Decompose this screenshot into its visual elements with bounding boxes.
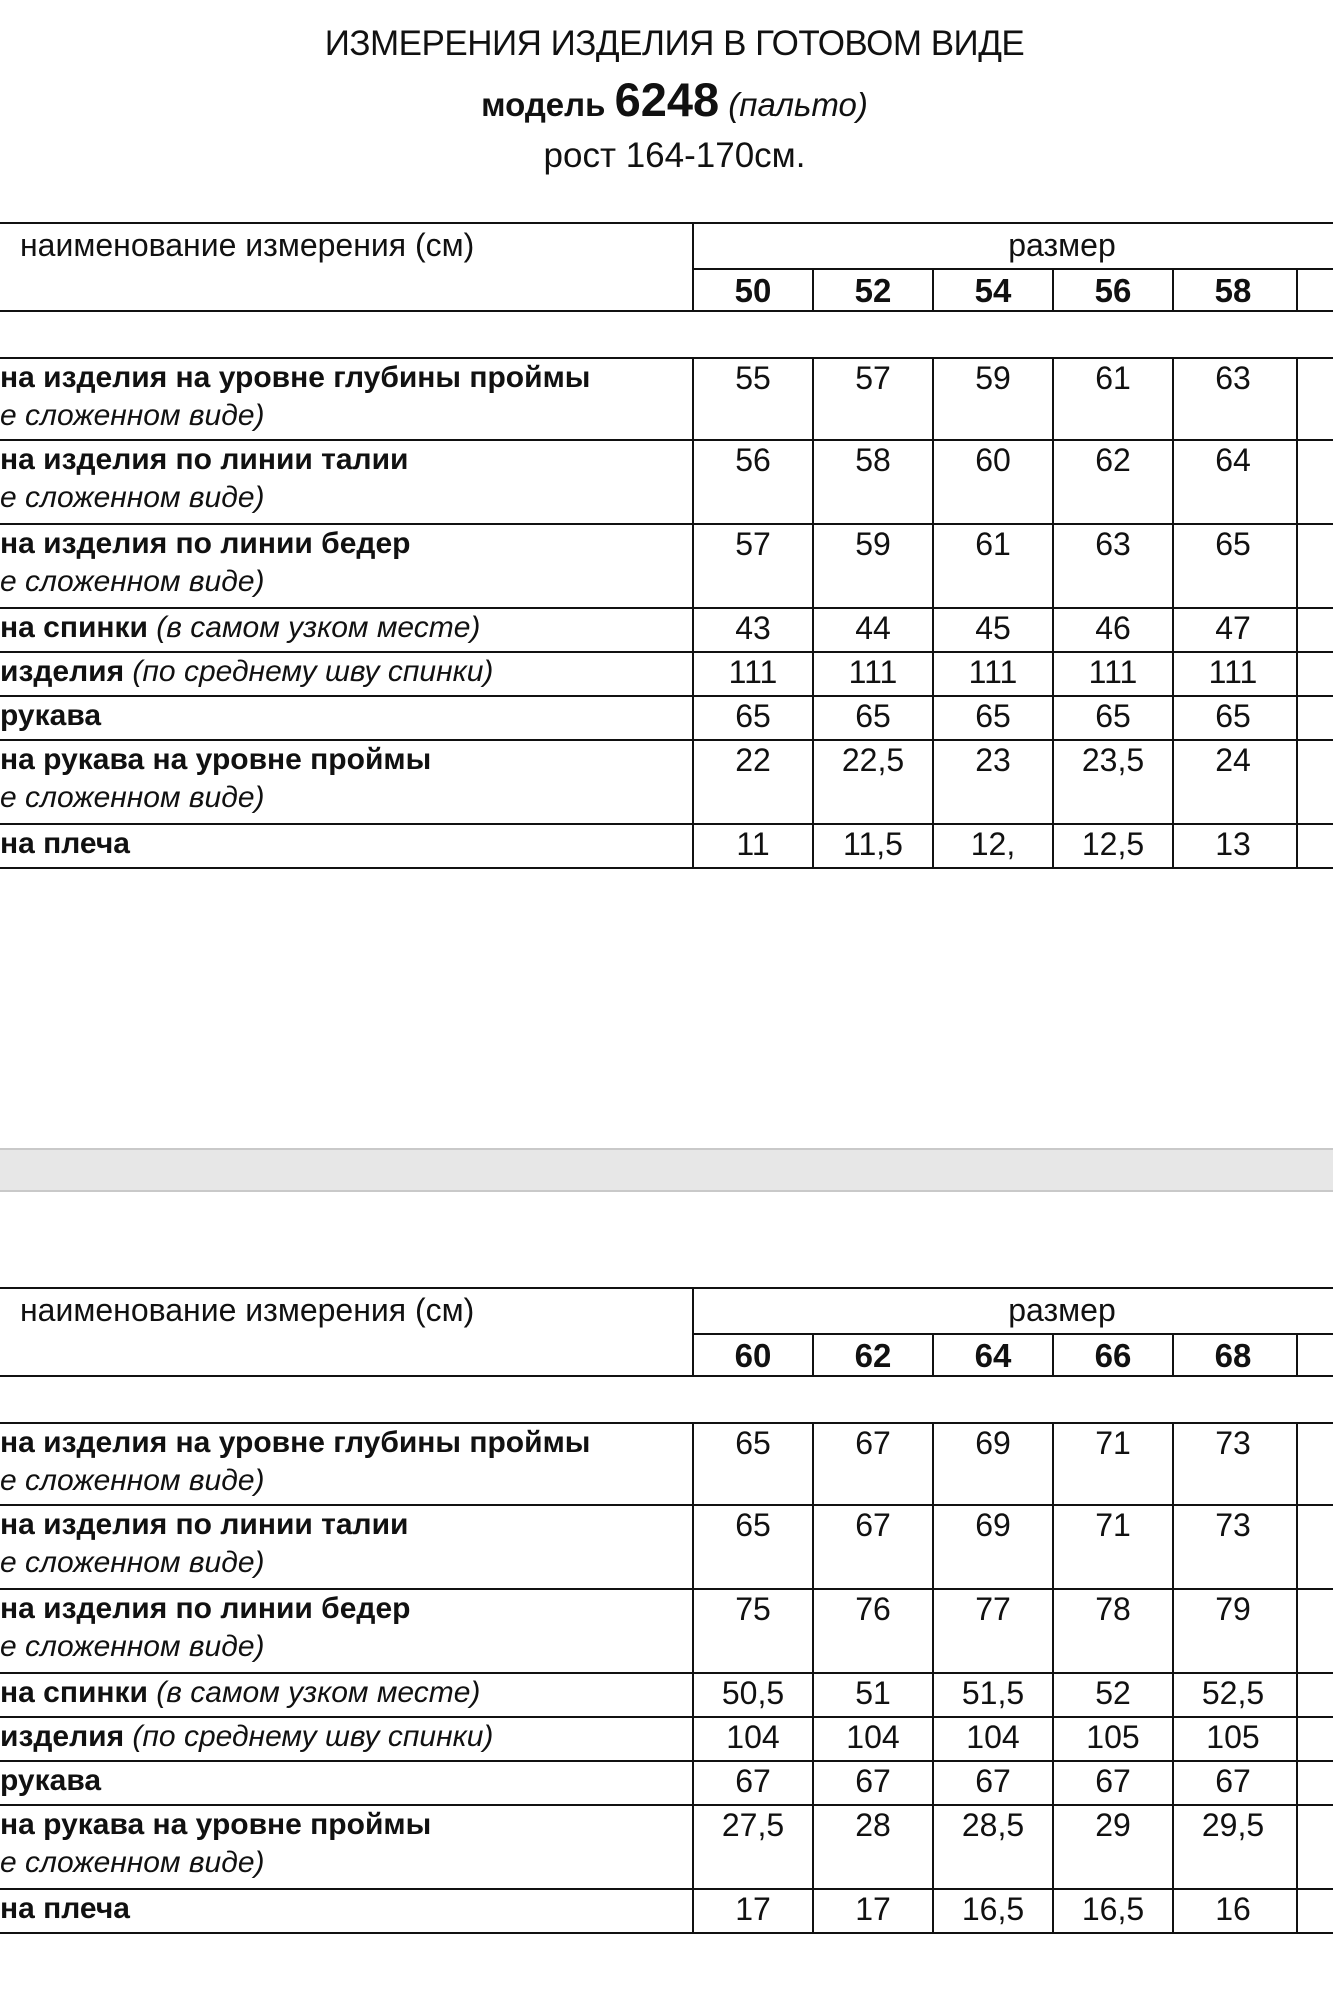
cell-value: 61	[1095, 360, 1131, 396]
cell-value: 57	[735, 526, 771, 562]
cell-value: 46	[1095, 610, 1131, 646]
size-1: 52	[854, 272, 892, 309]
cell-value: 16,5	[961, 1891, 1025, 1927]
row-label-main: на плеча	[0, 827, 130, 860]
cell-value: 67	[855, 1425, 891, 1461]
cell-value: 111	[728, 654, 778, 690]
cell-value: 69	[975, 1425, 1011, 1461]
row-label	[0, 741, 431, 779]
size-3: 56	[1094, 272, 1132, 309]
cell-value: 16	[1215, 1891, 1251, 1927]
cell-value: 75	[735, 1591, 771, 1627]
cell-value: 11	[736, 826, 770, 862]
row-label-second-line: е сложенном виде)	[0, 1630, 265, 1663]
row-label-main: рукава	[0, 699, 102, 732]
cell-value: 16,5	[1081, 1891, 1145, 1927]
cell-value: 65	[1095, 698, 1131, 734]
row-label-second-line: е сложенном виде)	[0, 399, 265, 432]
cell-value: 27,5	[721, 1807, 785, 1843]
row-label-main: изделия	[0, 1720, 125, 1753]
header-bottom-line	[0, 1375, 1333, 1377]
row-line	[0, 1932, 1333, 1934]
cell-value: 23,5	[1081, 742, 1145, 778]
cell-value: 29	[1095, 1807, 1131, 1843]
cell-value: 71	[1095, 1425, 1131, 1461]
row-label-main: изделия	[0, 655, 125, 688]
cell-value: 67	[855, 1763, 891, 1799]
cell-value: 17	[855, 1891, 891, 1927]
cell-value: 63	[1215, 360, 1251, 396]
cell-value: 104	[846, 1719, 900, 1755]
row-label-main: на изделия по линии бедер	[0, 527, 411, 560]
row-label	[0, 1762, 101, 1800]
cell-value: 73	[1215, 1507, 1251, 1543]
row-label-second-line: е сложенном виде)	[0, 781, 265, 814]
row-label-main: на рукава на уровне проймы	[0, 743, 432, 776]
cell-value: 65	[1215, 698, 1251, 734]
cell-value: 60	[975, 442, 1011, 478]
cell-value: 56	[735, 442, 771, 478]
cell-value: 47	[1215, 610, 1251, 646]
cell-value: 57	[855, 360, 891, 396]
cell-value: 12,5	[1081, 826, 1145, 862]
cell-value: 111	[1088, 654, 1138, 690]
row-label-main: на рукава на уровне проймы	[0, 1808, 432, 1841]
cell-value: 28,5	[961, 1807, 1025, 1843]
cell-value: 67	[735, 1763, 771, 1799]
cell-value: 29,5	[1201, 1807, 1265, 1843]
cell-value: 59	[975, 360, 1011, 396]
cell-value: 13	[1215, 826, 1251, 862]
model-label: модель	[481, 86, 606, 123]
cell-value: 67	[975, 1763, 1011, 1799]
cell-value: 105	[1206, 1719, 1260, 1755]
cell-value: 11,5	[843, 826, 903, 862]
row-label-main: на изделия на уровне глубины проймы	[0, 361, 591, 394]
row-label-note: (по среднему шву спинки)	[124, 655, 494, 688]
size-column-header: размер	[1008, 227, 1116, 263]
cell-value: 65	[1215, 526, 1251, 562]
row-label-main: на изделия по линии талии	[0, 443, 409, 476]
row-label-second-line: е сложенном виде)	[0, 565, 265, 598]
header-bottom-line	[0, 310, 1333, 312]
cell-value: 105	[1086, 1719, 1140, 1755]
cell-value: 65	[735, 698, 771, 734]
column-line	[1296, 268, 1298, 311]
cell-value: 43	[735, 610, 771, 646]
row-label-main: на спинки	[0, 1676, 148, 1709]
cell-value: 44	[855, 610, 891, 646]
cell-value: 111	[848, 654, 898, 690]
cell-value: 67	[1215, 1763, 1251, 1799]
row-label	[0, 609, 480, 647]
size-0: 60	[734, 1337, 772, 1374]
cell-value: 12,	[970, 826, 1016, 862]
row-label	[0, 1674, 480, 1712]
size-2: 64	[974, 1337, 1012, 1374]
cell-value: 62	[1095, 442, 1131, 478]
cell-value: 79	[1215, 1591, 1251, 1627]
row-label	[0, 1890, 130, 1928]
cell-value: 50,5	[721, 1675, 785, 1711]
size-column-header: размер	[1008, 1292, 1116, 1328]
cell-value: 65	[735, 1425, 771, 1461]
size-header-divider	[692, 1333, 1333, 1335]
height-range: рост 164-170см.	[543, 136, 806, 175]
cell-value: 65	[855, 698, 891, 734]
row-label-note: (в самом узком месте)	[147, 1676, 481, 1709]
cell-value: 64	[1215, 442, 1251, 478]
row-label-second-line: е сложенном виде)	[0, 1546, 265, 1579]
row-label	[0, 359, 590, 397]
row-label-second-line: е сложенном виде)	[0, 1846, 265, 1879]
cell-value: 76	[855, 1591, 891, 1627]
column-line	[1296, 357, 1298, 868]
row-label	[0, 1506, 409, 1544]
size-0: 50	[734, 272, 772, 309]
cell-value: 52	[1095, 1675, 1131, 1711]
row-line	[0, 867, 1333, 869]
cell-value: 17	[735, 1891, 771, 1927]
section-separator	[0, 1148, 1333, 1192]
cell-value: 61	[975, 526, 1011, 562]
cell-value: 59	[855, 526, 891, 562]
cell-value: 69	[975, 1507, 1011, 1543]
cell-value: 28	[855, 1807, 891, 1843]
row-label	[0, 1806, 431, 1844]
row-label-second-line: е сложенном виде)	[0, 1464, 265, 1497]
cell-value: 22	[735, 742, 771, 778]
cell-value: 23	[975, 742, 1011, 778]
model-type: (пальто)	[728, 86, 868, 123]
column-line	[1296, 1422, 1298, 1933]
row-label	[0, 1590, 410, 1628]
cell-value: 104	[966, 1719, 1020, 1755]
cell-value: 52,5	[1201, 1675, 1265, 1711]
row-label	[0, 525, 410, 563]
cell-value: 65	[975, 698, 1011, 734]
size-3: 66	[1094, 1337, 1132, 1374]
row-label-second-line: е сложенном виде)	[0, 481, 265, 514]
row-label-main: на изделия по линии талии	[0, 1508, 409, 1541]
cell-value: 78	[1095, 1591, 1131, 1627]
size-1: 62	[854, 1337, 892, 1374]
table-border-top	[0, 222, 1333, 224]
row-label-main: рукава	[0, 1764, 102, 1797]
cell-value: 77	[975, 1591, 1011, 1627]
row-label	[0, 825, 130, 863]
cell-value: 24	[1215, 742, 1251, 778]
row-label	[0, 441, 409, 479]
cell-value: 58	[855, 442, 891, 478]
cell-value: 51	[855, 1675, 891, 1711]
size-2: 54	[974, 272, 1012, 309]
cell-value: 51,5	[961, 1675, 1025, 1711]
cell-value: 45	[975, 610, 1011, 646]
name-column-header: наименование измерения (см)	[20, 1292, 475, 1328]
cell-value: 67	[855, 1507, 891, 1543]
model-line	[0, 72, 1333, 127]
cell-value: 67	[1095, 1763, 1131, 1799]
table-border-top	[0, 1287, 1333, 1289]
size-4: 58	[1214, 272, 1252, 309]
row-label-main: на изделия на уровне глубины проймы	[0, 1426, 591, 1459]
row-label	[0, 1718, 493, 1756]
size-4: 68	[1214, 1337, 1252, 1374]
cell-value: 22,5	[841, 742, 905, 778]
row-label-main: на плеча	[0, 1892, 130, 1925]
cell-value: 65	[735, 1507, 771, 1543]
document-title: ИЗМЕРЕНИЯ ИЗДЕЛИЯ В ГОТОВОМ ВИДЕ	[324, 24, 1025, 63]
row-label	[0, 653, 493, 691]
cell-value: 55	[735, 360, 771, 396]
row-label-main: на изделия по линии бедер	[0, 1592, 411, 1625]
column-line	[1296, 1333, 1298, 1376]
row-label	[0, 1424, 590, 1462]
size-header-divider	[692, 268, 1333, 270]
model-number: 6248	[614, 73, 720, 126]
cell-value: 71	[1095, 1507, 1131, 1543]
cell-value: 111	[968, 654, 1018, 690]
row-label-main: на спинки	[0, 611, 148, 644]
row-label-note: (по среднему шву спинки)	[124, 1720, 494, 1753]
row-label-note: (в самом узком месте)	[147, 611, 481, 644]
cell-value: 111	[1208, 654, 1258, 690]
name-column-header: наименование измерения (см)	[20, 227, 475, 263]
cell-value: 63	[1095, 526, 1131, 562]
row-label	[0, 697, 101, 735]
cell-value: 104	[726, 1719, 780, 1755]
cell-value: 73	[1215, 1425, 1251, 1461]
